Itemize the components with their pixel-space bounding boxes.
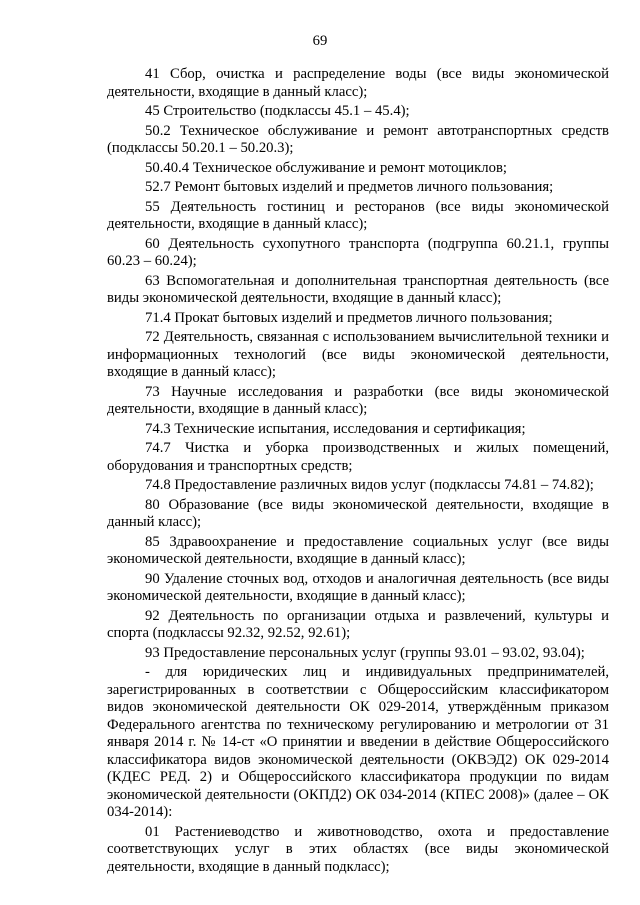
page-number: 69 bbox=[312, 33, 328, 49]
paragraph: 73 Научные исследования и разработки (все виды экономической деятельности, входящие в данный класс); bbox=[107, 383, 609, 417]
paragraph: 74.8 Предоставление различных видов услуг (подклассы 74.81 – 74.82); bbox=[145, 477, 594, 493]
paragraph: 92 Деятельность по организации отдыха и развлечений, культуры и спорта (подклассы 92.32, 92.52, 92.61); bbox=[107, 607, 609, 641]
paragraph: 63 Вспомогательная и дополнительная транспортная деятельность (все виды экономической деятельности, входящие в данный класс); bbox=[107, 272, 609, 306]
paragraph: 01 Растениеводство и животноводство, охота и предоставление соответствующих услуг в этих областях (все виды экономической деятельности, входящие в данный подкласс); bbox=[107, 823, 609, 875]
paragraph: 55 Деятельность гостиниц и ресторанов (все виды экономической деятельности, входящие в данный класс); bbox=[107, 198, 609, 232]
paragraph: 85 Здравоохранение и предоставление социальных услуг (все виды экономической деятельности, входящие в данный класс); bbox=[107, 533, 609, 567]
paragraph: 52.7 Ремонт бытовых изделий и предметов личного пользования; bbox=[145, 179, 554, 195]
paragraph: 45 Строительство (подклассы 45.1 – 45.4); bbox=[145, 103, 410, 119]
paragraph: 50.40.4 Техническое обслуживание и ремонт мотоциклов; bbox=[145, 159, 507, 176]
paragraph: 41 Сбор, очистка и распределение воды (все виды экономической деятельности, входящие в данный класс); bbox=[107, 66, 609, 100]
paragraph: 72 Деятельность, связанная с использованием вычислительной техники и информационных технологий (все виды экономической деятельности, входящие в данный класс); bbox=[107, 329, 609, 380]
paragraph: 74.3 Технические испытания, исследования и сертификация; bbox=[145, 420, 526, 437]
paragraph: 80 Образование (все виды экономической деятельности, входящие в данный класс); bbox=[107, 496, 609, 530]
paragraph: 71.4 Прокат бытовых изделий и предметов личного пользования; bbox=[145, 309, 553, 326]
paragraph: 90 Удаление сточных вод, отходов и аналогичная деятельность (все виды экономической деятельности, входящие в данный класс); bbox=[107, 570, 609, 604]
paragraph: 74.7 Чистка и уборка производственных и жилых помещений, оборудования и транспортных средств; bbox=[107, 440, 609, 474]
paragraph: 60 Деятельность сухопутного транспорта (подгруппа 60.21.1, группы 60.23 – 60.24); bbox=[107, 235, 609, 269]
list-item-dash: - для юридических лиц и индивидуальных предпринимателей, зарегистрированных в соответствии с Общероссийским классификатором видов экономической деятельности ОК 029-2014, утверждённым приказом Федерального агентства по техническому регулированию и метрологии от 31 января 2014 г. № 14-ст «О принятии и введении в действие Общероссийского классификатора видов экономической деятельности (ОКВЭД2) ОК 029-2014 (КДЕС РЕД. 2) и Общероссийского классификатора продукции по видам экономической деятельности (ОКПД2) ОК 034-2014 (КПЕС 2008)» (далее – ОК 034-2014): bbox=[107, 664, 609, 820]
paragraph: 93 Предоставление персональных услуг (группы 93.01 – 93.02, 93.04); bbox=[145, 644, 585, 661]
document-body bbox=[107, 66, 609, 878]
paragraph: 50.2 Техническое обслуживание и ремонт автотранспортных средств (подклассы 50.20.1 – 50.20.3); bbox=[107, 122, 609, 156]
